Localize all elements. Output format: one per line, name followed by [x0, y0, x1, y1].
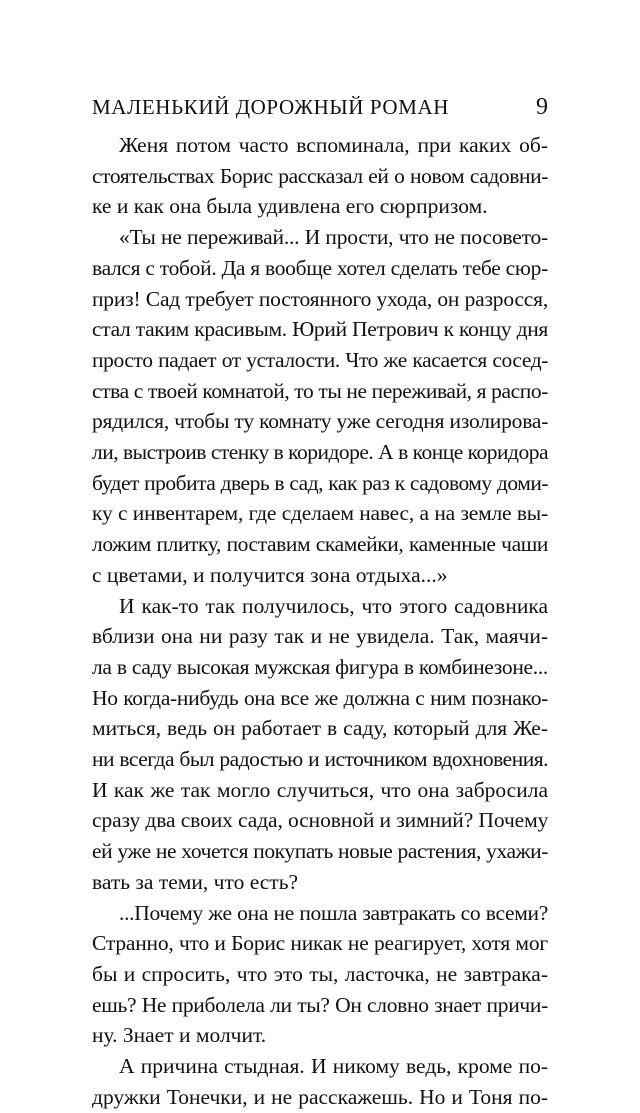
text-line: бы и спросить, что это ты, ласточка, не завтрака- — [92, 961, 548, 986]
text-line: И как-то так получилось, что этого садовника — [119, 593, 548, 618]
text-line: А причина стыдная. И никому ведь, кроме по- — [119, 1054, 548, 1079]
text-line: приз! Сад требует постоянного ухода, он разросся, — [92, 286, 548, 311]
text-line: просто падает от усталости. Что же касается сосед- — [92, 347, 548, 372]
body-text — [92, 130, 548, 1113]
text-line: ешь? Не приболела ли ты? Он словно знает причи- — [92, 992, 548, 1017]
text-line: с цветами, и получится зона отдыха...» — [92, 562, 448, 587]
text-line: И как же так могло случиться, что она забросила — [92, 777, 548, 802]
text-line: ку с инвентарем, где сделаем навес, а на земле вы- — [92, 501, 548, 526]
text-line: Странно, что и Борис никак не реагирует, хотя мог — [92, 931, 548, 956]
text-line: сразу два своих сада, основной и зимний? Почему — [92, 808, 549, 833]
text-line: ну. Знает и молчит. — [92, 1023, 267, 1048]
text-line: вался с тобой. Да я вообще хотел сделать тебе сюр- — [92, 255, 548, 280]
text-line: ...Почему же она не пошла завтракать со всеми? — [119, 900, 548, 925]
text-line: ни всегда был радостью и источником вдохновения. — [92, 747, 548, 772]
running-head — [92, 94, 548, 124]
text-line: ли, выстроив стенку в коридоре. А в конце коридора — [92, 440, 548, 465]
text-line: «Ты не переживай... И прости, что не посовето- — [119, 225, 548, 250]
text-line: дружки Тонечки, и не расскажешь. Но и Тоня по- — [92, 1084, 548, 1109]
running-title: МАЛЕНЬКИЙ ДОРОЖНЫЙ РОМАН — [92, 95, 450, 119]
text-line: ства с твоей комнатой, то ты не переживай, я распо- — [92, 378, 548, 403]
text-line: будет пробита дверь в сад, как раз к садовому доми- — [92, 470, 548, 495]
text-line: рядился, чтобы ту комнату уже сегодня изолирова- — [92, 409, 549, 434]
text-line: миться, ведь он работает в саду, который для Же- — [92, 716, 548, 741]
text-line: Но когда-нибудь она все же должна с ним познако- — [92, 685, 548, 710]
text-line: вать за теми, что есть? — [92, 869, 299, 894]
text-line: вблизи она ни разу так и не увидела. Так, маячи- — [92, 624, 548, 649]
text-line: стоятельствах Борис рассказал ей о новом садовни- — [92, 163, 548, 188]
text-line: Женя потом часто вспоминала, при каких об- — [119, 133, 548, 157]
text-line: ла в саду высокая мужская фигура в комбинезоне... — [92, 654, 548, 679]
text-line: стал таким красивым. Юрий Петрович к концу дня — [92, 317, 548, 342]
text-line: ей уже не хочется покупать новые растения, ухажи- — [92, 839, 548, 864]
text-line: ложим плитку, поставим скамейки, каменные чаши — [92, 532, 548, 557]
text-line: ке и как она была удивлена его сюрпризом. — [92, 194, 488, 219]
page-number: 9 — [536, 94, 548, 120]
